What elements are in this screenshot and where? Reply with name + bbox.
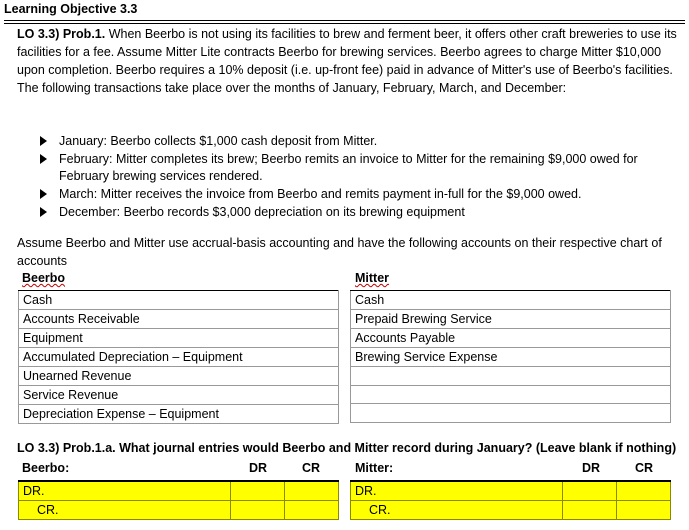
mitter-cr-header: CR — [635, 461, 654, 475]
table-row — [19, 348, 339, 367]
table-row — [19, 310, 339, 329]
account-input[interactable]: CR. — [19, 500, 231, 519]
beerbo-entry-label: Beerbo: — [22, 461, 70, 475]
account-cell: Equipment — [19, 329, 339, 348]
mitter-entry-label: Mitter: — [355, 461, 394, 475]
question-text: LO 3.3) Prob.1.a. What journal entries would Beerbo and Mitter record during January? (Leave blank if nothing) — [17, 441, 677, 455]
account-cell: Cash — [19, 291, 339, 310]
table-row — [19, 386, 339, 405]
account-input[interactable]: DR. — [351, 481, 563, 500]
account-cell: Service Revenue — [19, 386, 339, 405]
account-cell: Unearned Revenue — [19, 367, 339, 386]
mitter-accounts-table — [350, 290, 671, 423]
table-row — [351, 367, 671, 386]
table-row — [19, 329, 339, 348]
credit-input[interactable] — [285, 500, 339, 519]
table-row — [351, 310, 671, 329]
problem-intro — [17, 25, 677, 97]
transaction-item: March: Mitter receives the invoice from Beerbo and remits payment in-full for the $9,000 owed. — [38, 186, 668, 203]
mitter-dr-header: DR — [582, 461, 601, 475]
account-cell: Brewing Service Expense — [351, 348, 671, 367]
account-input[interactable]: DR. — [19, 481, 231, 500]
table-row — [351, 291, 671, 310]
beerbo-journal-entry — [18, 480, 339, 520]
title-rule — [4, 20, 685, 21]
problem-label: LO 3.3) Prob.1. — [17, 27, 106, 41]
debit-input[interactable] — [563, 500, 617, 519]
page-title: Learning Objective 3.3 — [4, 2, 138, 16]
debit-input[interactable] — [231, 500, 285, 519]
account-cell: Cash — [351, 291, 671, 310]
account-cell — [351, 404, 671, 423]
credit-input[interactable] — [617, 481, 671, 500]
beerbo-dr-header: DR — [249, 461, 268, 475]
journal-row — [19, 481, 339, 500]
table-row — [19, 405, 339, 424]
credit-input[interactable] — [285, 481, 339, 500]
account-cell: Prepaid Brewing Service — [351, 310, 671, 329]
journal-row — [19, 500, 339, 519]
beerbo-accounts-header: Beerbo — [22, 271, 66, 285]
transaction-item: January: Beerbo collects $1,000 cash deposit from Mitter. — [38, 133, 668, 150]
table-row — [351, 385, 671, 404]
table-row — [19, 291, 339, 310]
mitter-journal-entry — [350, 480, 671, 520]
mitter-accounts-header: Mitter — [355, 271, 390, 285]
table-row — [351, 348, 671, 367]
table-row — [351, 404, 671, 423]
account-cell: Accounts Receivable — [19, 310, 339, 329]
beerbo-accounts-table — [18, 290, 339, 424]
transaction-item: February: Mitter completes its brew; Beerbo remits an invoice to Mitter for the remaining $9,000 owed for February brewing services rendered. — [38, 151, 668, 184]
debit-input[interactable] — [231, 481, 285, 500]
transaction-item: December: Beerbo records $3,000 depreciation on its brewing equipment — [38, 204, 668, 221]
beerbo-cr-header: CR — [302, 461, 321, 475]
journal-row — [351, 481, 671, 500]
transaction-list — [38, 133, 668, 222]
account-cell — [351, 367, 671, 386]
account-cell: Depreciation Expense – Equipment — [19, 405, 339, 424]
account-cell: Accounts Payable — [351, 329, 671, 348]
table-row — [351, 329, 671, 348]
assumption-text: Assume Beerbo and Mitter use accrual-basis accounting and have the following accounts on their respective chart of accounts — [17, 236, 662, 268]
intro-text: When Beerbo is not using its facilities to brew and ferment beer, it offers other craft breweries to use its facilities for a fee. Assume Mitter Lite contracts Beerbo for brewing services. Beerbo agrees to charge Mitter $10,000 upon completion. Beerbo requires a 10% deposit (i.e. up-front fee) paid in advance of Mitter's use of Beerbo's facilities. The following transactions take place over the months of January, February, March, and December: — [17, 27, 677, 95]
debit-input[interactable] — [563, 481, 617, 500]
account-cell — [351, 385, 671, 404]
credit-input[interactable] — [617, 500, 671, 519]
title-rule-double — [4, 23, 685, 24]
table-row — [19, 367, 339, 386]
account-input[interactable]: CR. — [351, 500, 563, 519]
journal-row — [351, 500, 671, 519]
account-cell: Accumulated Depreciation – Equipment — [19, 348, 339, 367]
